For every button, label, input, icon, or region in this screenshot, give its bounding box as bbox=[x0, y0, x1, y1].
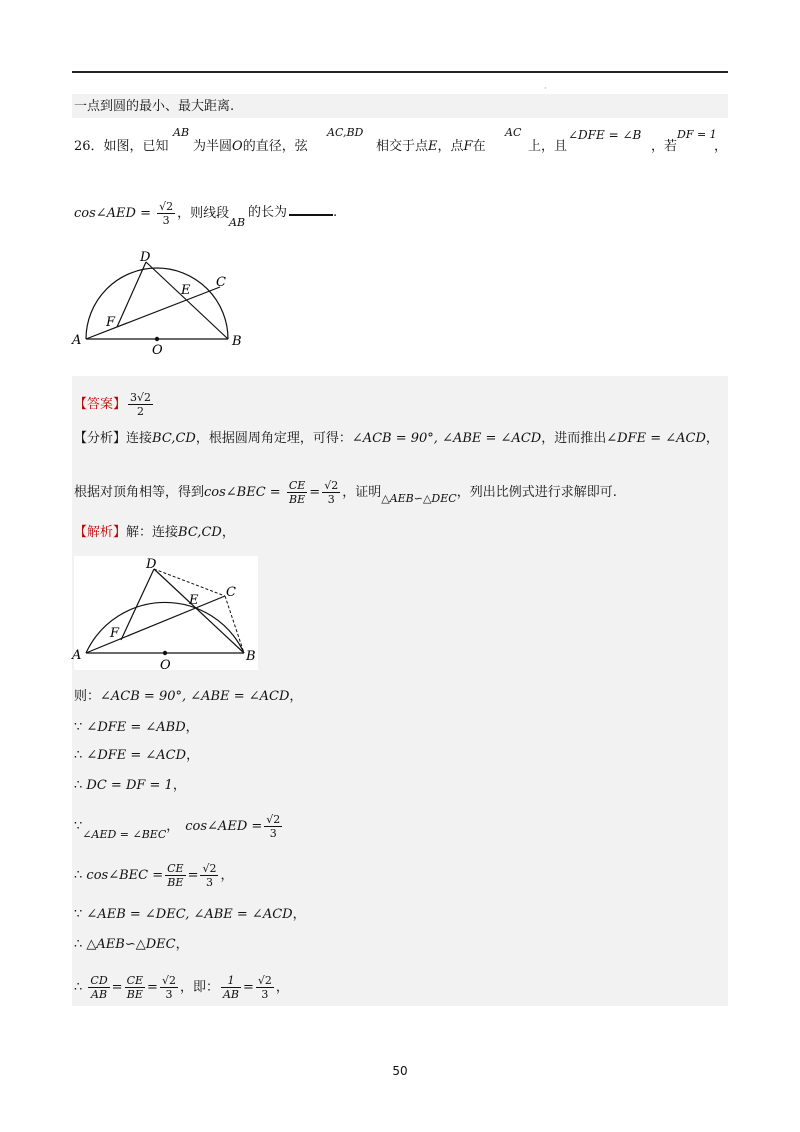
step-6-math: cos∠BEC = bbox=[86, 868, 164, 883]
frac-den: BE bbox=[167, 876, 184, 889]
problem-text-10: ，则线段 bbox=[177, 206, 230, 221]
frac-num: √2 bbox=[266, 813, 281, 826]
step-5-comma: ， bbox=[166, 819, 180, 834]
analysis-t7: ， bbox=[705, 431, 719, 446]
answer-num: 3√2 bbox=[130, 391, 152, 404]
step-4-post: ， bbox=[172, 778, 186, 793]
step-8-post: ， bbox=[175, 937, 189, 952]
step-5-frac bbox=[264, 813, 282, 840]
frac-num: √2 bbox=[161, 974, 176, 987]
problem-text-7: 上，且 bbox=[528, 139, 568, 154]
frac-den: 3 bbox=[261, 988, 269, 1001]
label-f-2: F bbox=[110, 626, 120, 641]
label-b-2: B bbox=[246, 649, 256, 664]
frac-den: 3 bbox=[327, 493, 335, 506]
analysis-frac-ce-be bbox=[287, 479, 307, 506]
step-2-math: ∠DFE = ∠ABD bbox=[86, 720, 186, 735]
answer-tag: 【答案】 bbox=[74, 397, 127, 412]
problem-df-sup: DF = 1 bbox=[677, 128, 717, 141]
figure-semicircle-1 bbox=[68, 246, 258, 356]
frac-num: 1 bbox=[221, 974, 241, 988]
step-9-frac-1 bbox=[88, 974, 109, 1001]
chord-bd bbox=[146, 262, 228, 339]
label-a: A bbox=[72, 333, 82, 348]
frac-den: 3 bbox=[205, 876, 213, 889]
frac-num: CD bbox=[90, 974, 108, 987]
step-6-post: ， bbox=[220, 868, 234, 883]
solution-t2: BC,CD bbox=[178, 525, 222, 540]
center-o-dot-2 bbox=[163, 651, 167, 655]
label-f: F bbox=[106, 315, 116, 330]
label-e: E bbox=[181, 283, 191, 298]
step-4-sym: ∴ bbox=[74, 778, 83, 793]
frac-num: CE bbox=[126, 974, 144, 987]
label-c-2: C bbox=[226, 585, 236, 600]
segment-df-2 bbox=[121, 569, 154, 640]
step-9 bbox=[74, 972, 289, 1004]
step-2-sym: ∵ bbox=[74, 720, 83, 735]
label-c: C bbox=[216, 275, 226, 290]
label-o-2: O bbox=[160, 658, 171, 672]
frac-den: BE bbox=[126, 988, 143, 1001]
frac-den: 3 bbox=[269, 827, 277, 840]
analysis-eq: = bbox=[309, 485, 321, 500]
step-7-math: ∠AEB = ∠DEC, ∠ABE = ∠ACD bbox=[86, 907, 293, 922]
step-5-sym: ∵ bbox=[74, 819, 83, 834]
step-3-math: ∠DFE = ∠ACD bbox=[86, 748, 187, 763]
problem-text-12: . bbox=[333, 205, 338, 220]
step-5-math-a: ∠AED = ∠BEC bbox=[82, 828, 167, 841]
frac-num: CE bbox=[288, 479, 306, 492]
step-1-pre: 则： bbox=[74, 689, 101, 704]
problem-f: F bbox=[463, 139, 473, 154]
step-9-eq-2: = bbox=[147, 980, 158, 995]
step-9-post: ， bbox=[275, 980, 289, 995]
problem-line-2 bbox=[74, 200, 229, 227]
problem-text-5: ，点 bbox=[437, 139, 464, 154]
label-b: B bbox=[232, 334, 242, 349]
problem-text-8: ，若 bbox=[651, 139, 678, 154]
problem-text-2: 为半圆 bbox=[193, 139, 233, 154]
dashed-dc bbox=[154, 569, 225, 596]
step-8 bbox=[74, 936, 189, 954]
analysis-t3: ，根据圆周角定理，可得： bbox=[195, 431, 352, 446]
problem-text-3: 的直径，弦 bbox=[242, 139, 308, 154]
problem-cos-fraction bbox=[157, 200, 175, 227]
problem-line-1 bbox=[74, 138, 169, 156]
solution-tag: 【解析】 bbox=[74, 525, 127, 540]
problem-e: E bbox=[428, 139, 438, 154]
analysis-t10: ，证明 bbox=[342, 485, 382, 500]
step-3-post: ， bbox=[186, 748, 200, 763]
step-3-sym: ∴ bbox=[74, 748, 83, 763]
problem-text-4: 相交于点 bbox=[376, 139, 429, 154]
problem-ab-sup: AB bbox=[173, 126, 190, 139]
step-9-sym: ∴ bbox=[74, 980, 83, 995]
frac-num: CE bbox=[167, 862, 184, 875]
step-7-post: ， bbox=[292, 907, 306, 922]
figure-semicircle-2 bbox=[68, 556, 258, 672]
frac-den: AB bbox=[222, 988, 239, 1001]
answer-fraction bbox=[128, 391, 153, 418]
answer-row bbox=[74, 388, 155, 422]
step-2 bbox=[74, 719, 199, 737]
header-dot: · bbox=[544, 84, 547, 93]
analysis-line-2 bbox=[74, 478, 617, 508]
frac-den: 3 bbox=[162, 214, 170, 227]
problem-text-11: 的长为 bbox=[248, 205, 288, 220]
step-8-sym: ∴ bbox=[74, 937, 83, 952]
step-1-math: ∠ACB = 90°, ∠ABE = ∠ACD bbox=[100, 689, 290, 704]
analysis-t11: ，列出比例式进行求解即可. bbox=[456, 485, 617, 500]
solution-t3: ， bbox=[221, 525, 235, 540]
step-6-eq: = bbox=[187, 868, 199, 883]
frac-den: 3 bbox=[165, 988, 173, 1001]
analysis-t8: 根据对顶角相等，得到 bbox=[74, 485, 205, 500]
step-6 bbox=[74, 860, 234, 892]
step-2-post: ， bbox=[185, 720, 199, 735]
step-4-math: DC = DF = 1 bbox=[86, 778, 173, 793]
frac-num: √2 bbox=[159, 200, 174, 213]
analysis-similar: △AEB∽△DEC bbox=[381, 492, 457, 505]
step-4 bbox=[74, 777, 186, 795]
problem-text-1: 如图，已知 bbox=[103, 139, 169, 154]
step-6-sym: ∴ bbox=[74, 868, 83, 883]
analysis-t6: ∠DFE = ∠ACD bbox=[606, 431, 706, 446]
step-3 bbox=[74, 747, 199, 765]
answer-den: 2 bbox=[137, 405, 145, 418]
step-6-frac-1 bbox=[165, 862, 185, 889]
step-9-eq-1: = bbox=[111, 980, 123, 995]
problem-text-6: 在 bbox=[472, 139, 486, 154]
frac-den: BE bbox=[289, 493, 306, 506]
label-a-2: A bbox=[72, 648, 82, 663]
answer-blank bbox=[289, 214, 333, 216]
problem-cos: cos∠AED = bbox=[74, 206, 151, 221]
solution-intro bbox=[74, 524, 235, 542]
step-1-post: ， bbox=[289, 689, 303, 704]
step-6-frac-2 bbox=[200, 862, 218, 889]
analysis-t9: cos∠BEC = bbox=[204, 485, 281, 500]
step-9-mid: ，即： bbox=[179, 980, 219, 995]
frac-num: √2 bbox=[257, 974, 272, 987]
center-o-dot bbox=[155, 337, 159, 341]
problem-line-1b bbox=[193, 138, 308, 156]
label-e-2: E bbox=[189, 593, 199, 608]
step-5 bbox=[74, 812, 284, 842]
problem-ac-sup: AC bbox=[505, 126, 522, 139]
analysis-t5: ，进而推出 bbox=[541, 431, 607, 446]
problem-acbd-sup: AC,BD bbox=[327, 126, 364, 139]
problem-text-9: ， bbox=[714, 139, 728, 154]
analysis-t1: 连接 bbox=[126, 431, 153, 446]
problem-tail bbox=[248, 204, 337, 222]
frac-den: AB bbox=[91, 988, 108, 1001]
analysis-line-1 bbox=[74, 430, 719, 448]
step-9-frac-3 bbox=[160, 974, 178, 1001]
problem-number: 26． bbox=[74, 139, 104, 154]
analysis-t2: BC,CD bbox=[152, 431, 196, 446]
step-7 bbox=[74, 906, 306, 924]
label-d-2: D bbox=[146, 557, 157, 572]
problem-angle-cond: ∠DFE = ∠B bbox=[568, 128, 642, 142]
step-9-frac-4 bbox=[221, 974, 241, 1001]
step-8-math: △AEB∽△DEC bbox=[86, 937, 176, 952]
label-d: D bbox=[140, 250, 151, 265]
frac-num: √2 bbox=[202, 862, 217, 875]
step-9-frac-5 bbox=[256, 974, 274, 1001]
analysis-t4: ∠ACB = 90°, ∠ABE = ∠ACD bbox=[351, 431, 542, 446]
step-5-math-c: cos∠AED = bbox=[185, 819, 263, 834]
intro-line: 一点到圆的最小、最大距离. bbox=[74, 99, 235, 114]
step-9-eq-3: = bbox=[243, 980, 254, 995]
step-9-frac-2 bbox=[125, 974, 145, 1001]
header-rule bbox=[72, 71, 728, 73]
label-o: O bbox=[152, 343, 163, 356]
analysis-tag: 【分析】 bbox=[74, 431, 127, 446]
frac-num: √2 bbox=[324, 479, 339, 492]
step-1 bbox=[74, 688, 302, 706]
problem-ab2: AB bbox=[229, 216, 246, 229]
problem-line-1c bbox=[376, 138, 486, 156]
page-number: 50 bbox=[392, 1064, 408, 1078]
problem-o: O bbox=[232, 139, 243, 154]
step-7-sym: ∵ bbox=[74, 907, 83, 922]
solution-t1: 解：连接 bbox=[126, 525, 179, 540]
analysis-frac-sqrt2-3 bbox=[322, 479, 340, 506]
